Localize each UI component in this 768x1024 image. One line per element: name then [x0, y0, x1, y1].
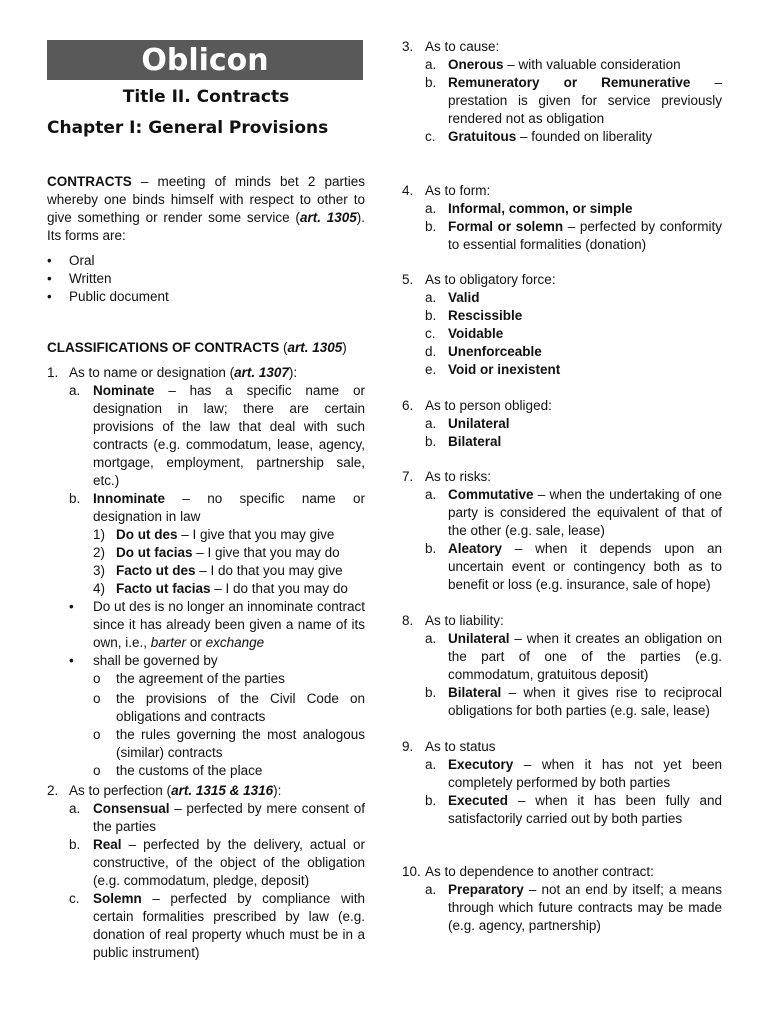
item-number: 6.: [402, 398, 414, 413]
classification-label: [402, 468, 722, 486]
item-marker: c.: [69, 891, 80, 906]
item-label: As to cause:: [425, 39, 500, 54]
item-label: As to status: [425, 739, 496, 754]
item-term: Preparatory: [448, 882, 524, 897]
circle-bullet-icon: o: [93, 763, 101, 778]
item-number: 5.: [402, 272, 414, 287]
item-term: Real: [93, 837, 122, 852]
list-item: [402, 74, 722, 128]
item-number: 2.: [47, 783, 59, 798]
classification-9: [402, 738, 722, 828]
definition-text: – meeting of minds bet 2 parties whereby one binds himself with respect to other to give something or render some service (: [47, 174, 365, 225]
classification-label: [402, 397, 722, 415]
list-item: [47, 490, 365, 526]
governed-item: [47, 726, 365, 762]
article-ref: art. 1315 & 1316: [171, 783, 274, 798]
article-ref: art. 1307: [234, 365, 289, 380]
classifications-heading: [47, 339, 365, 357]
item-term: Innominate: [93, 491, 166, 506]
bullet-icon: •: [69, 653, 74, 668]
definition-term: CONTRACTS: [47, 174, 132, 189]
item-text: – I do that you may do: [210, 581, 348, 596]
item-term: Aleatory: [448, 541, 503, 556]
note-term: exchange: [205, 635, 265, 650]
classification-8: [402, 612, 722, 720]
circle-bullet-icon: o: [93, 727, 101, 742]
classification-5: [402, 271, 722, 379]
sub-item: [47, 544, 365, 562]
item-marker: 4): [93, 581, 106, 596]
item-term: Nominate: [93, 383, 155, 398]
heading-term: CLASSIFICATIONS OF CONTRACTS: [47, 340, 280, 355]
item-text: – perfected by conformity to essential formalities (donation): [448, 219, 722, 252]
list-item: [402, 684, 722, 720]
list-item: [47, 270, 365, 288]
forms-list: [47, 252, 365, 306]
classification-label: [402, 271, 722, 289]
classification-10: [402, 863, 722, 935]
item-term: Onerous: [448, 57, 504, 72]
item-text: – not an end by itself; a means through which future contracts may be made (e.g. agency, partnership): [448, 882, 722, 933]
item-term: Solemn: [93, 891, 142, 906]
item-text: the rules governing the most analogous (similar) contracts: [116, 727, 365, 760]
item-marker: c.: [425, 129, 436, 144]
item-text: – when the undertaking of one party is considered the equivalent of that of the other (e.g. sale, lease): [448, 487, 722, 538]
form-label: Written: [69, 271, 112, 286]
circle-bullet-icon: o: [93, 671, 101, 686]
note-text: or: [186, 635, 206, 650]
item-term: Formal or solemn: [448, 219, 564, 234]
item-marker: e.: [425, 362, 437, 377]
item-marker: a.: [69, 801, 81, 816]
sub-item: [47, 526, 365, 544]
item-label-end: ):: [288, 365, 298, 380]
item-marker: b.: [69, 837, 81, 852]
classification-1: [47, 364, 365, 780]
item-label: As to form:: [425, 183, 491, 198]
item-term: Unilateral: [448, 416, 510, 431]
list-item: [402, 289, 722, 307]
list-item: [402, 540, 722, 594]
item-term: Remuneratory or Remunerative: [448, 75, 691, 90]
list-item: [402, 433, 722, 451]
article-ref: art. 1305: [299, 210, 357, 225]
list-item: [402, 792, 722, 828]
item-term: Executed: [448, 793, 509, 808]
list-item: [402, 325, 722, 343]
item-number: 4.: [402, 183, 414, 198]
item-marker: 3): [93, 563, 106, 578]
governed-item: [47, 670, 365, 688]
form-label: Public document: [69, 289, 169, 304]
sub-item: [47, 562, 365, 580]
item-label: As to person obliged:: [425, 398, 552, 413]
item-number: 8.: [402, 613, 414, 628]
item-text: the customs of the place: [116, 763, 263, 778]
item-term: Bilateral: [448, 685, 502, 700]
item-term: Informal, common, or simple: [448, 201, 633, 216]
item-marker: a.: [425, 631, 437, 646]
contract-definition: [47, 173, 365, 245]
item-label-end: ):: [273, 783, 282, 798]
bullet-icon: •: [47, 253, 52, 268]
item-label: As to dependence to another contract:: [425, 864, 654, 879]
item-term: Unilateral: [448, 631, 510, 646]
item-label: As to liability:: [425, 613, 504, 628]
list-item: [47, 836, 365, 890]
definition-text-end: ). Its forms are:: [47, 210, 365, 243]
item-marker: a.: [425, 487, 437, 502]
item-term: Do ut facias: [116, 545, 193, 560]
classification-7: [402, 468, 722, 594]
item-marker: a.: [69, 383, 81, 398]
item-text: the provisions of the Civil Code on obligations and contracts: [116, 691, 365, 724]
item-term: Do ut des: [116, 527, 178, 542]
classification-6: [402, 397, 722, 451]
document-banner: Oblicon: [47, 40, 363, 80]
item-number: 9.: [402, 739, 414, 754]
item-text: – when it gives rise to reciprocal obligations for both parties (e.g. sale, lease): [448, 685, 722, 718]
item-text: – when it creates an obligation on the part of one of the parties (e.g. commodatum, gratuitous deposit): [448, 631, 722, 682]
heading-paren: ): [342, 340, 347, 355]
list-item: [402, 200, 722, 218]
item-text: – when it depends upon an uncertain event or contingency both as to benefit or loss (e.g. insurance, sale of hope): [448, 541, 722, 592]
chapter-heading: Chapter I: General Provisions: [47, 118, 329, 138]
item-term: Executory: [448, 757, 514, 772]
note-text: Do ut des is no longer an innominate contract since it has already been given a name of its own, i.e.,: [93, 599, 365, 650]
item-term: Voidable: [448, 326, 504, 341]
item-marker: 1): [93, 527, 106, 542]
list-item: [47, 890, 365, 962]
bullet-icon: •: [47, 271, 52, 286]
item-label: As to risks:: [425, 469, 492, 484]
item-marker: b.: [425, 434, 437, 449]
item-label: As to perfection (: [69, 783, 172, 798]
item-marker: b.: [69, 491, 81, 506]
list-item: [402, 486, 722, 540]
list-item: [402, 881, 722, 935]
item-marker: b.: [425, 75, 437, 90]
list-item: [402, 128, 722, 146]
note-term: barter: [150, 635, 187, 650]
form-label: Oral: [69, 253, 95, 268]
item-label: As to obligatory force:: [425, 272, 556, 287]
heading-paren: (: [279, 340, 288, 355]
item-marker: a.: [425, 757, 437, 772]
item-text: – perfected by mere consent of the parties: [93, 801, 365, 834]
article-ref: art. 1305: [287, 340, 343, 355]
item-marker: a.: [425, 882, 437, 897]
item-term: Facto ut des: [116, 563, 196, 578]
list-item: [47, 382, 365, 490]
item-marker: d.: [425, 344, 437, 359]
item-text: – I give that you may do: [192, 545, 340, 560]
item-text: – no specific name or designation in law: [93, 491, 365, 524]
item-marker: b.: [425, 219, 437, 234]
note-item: [47, 598, 365, 652]
classification-label: [47, 364, 365, 382]
item-term: Gratuitous: [448, 129, 517, 144]
item-marker: b.: [425, 308, 437, 323]
classification-label: [402, 863, 722, 881]
list-item: [402, 218, 722, 254]
item-number: 10.: [402, 864, 421, 879]
list-item: [402, 361, 722, 379]
item-marker: c.: [425, 326, 436, 341]
classification-label: [402, 612, 722, 630]
item-term: Bilateral: [448, 434, 502, 449]
classification-label: [47, 782, 365, 800]
item-term: Facto ut facias: [116, 581, 211, 596]
item-marker: a.: [425, 290, 437, 305]
classification-4: [402, 182, 722, 254]
item-marker: b.: [425, 793, 437, 808]
item-text: – when it has been fully and satisfactorily carried out by both parties: [448, 793, 722, 826]
classification-3: [402, 38, 722, 146]
list-item: [47, 800, 365, 836]
item-term: Unenforceable: [448, 344, 542, 359]
item-label: As to name or designation (: [69, 365, 235, 380]
list-item: [402, 415, 722, 433]
classification-label: [402, 38, 722, 56]
list-item: [402, 756, 722, 792]
list-item: [47, 252, 365, 270]
item-text: the agreement of the parties: [116, 671, 285, 686]
classification-label: [402, 738, 722, 756]
item-text: – has a specific name or designation in law; there are certain provisions of the law that deal with such contracts (e.g. commodatum, lease, agency, mortgage, employment, partnership sale, etc.): [93, 383, 365, 488]
item-text: – I do that you may give: [195, 563, 343, 578]
item-term: Consensual: [93, 801, 170, 816]
item-text: – founded on liberality: [516, 129, 653, 144]
item-text: – perfected by the delivery, actual or constructive, of the object of the obligation (e.g. commodatum, pledge, deposit): [93, 837, 365, 888]
note-item: [47, 652, 365, 670]
item-text: – with valuable consideration: [503, 57, 681, 72]
note-text: shall be governed by: [93, 653, 218, 668]
item-marker: a.: [425, 201, 437, 216]
bullet-icon: •: [47, 289, 52, 304]
item-term: Valid: [448, 290, 480, 305]
item-number: 3.: [402, 39, 414, 54]
item-text: – perfected by compliance with certain formalities prescribed by law (e.g. donation of real property whuch must be in a public instrument): [93, 891, 365, 960]
list-item: [47, 288, 365, 306]
document-title: Title II. Contracts: [122, 87, 290, 107]
governed-item: [47, 690, 365, 726]
classification-2: [47, 782, 365, 962]
list-item: [402, 56, 722, 74]
item-marker: a.: [425, 57, 437, 72]
item-marker: b.: [425, 541, 437, 556]
list-item: [402, 630, 722, 684]
item-number: 7.: [402, 469, 414, 484]
item-text: – prestation is given for service previously rendered not as obligation: [448, 75, 722, 126]
list-item: [402, 307, 722, 325]
item-text: – when it has not yet been completely performed by both parties: [448, 757, 722, 790]
governed-item: [47, 762, 365, 780]
list-item: [402, 343, 722, 361]
circle-bullet-icon: o: [93, 691, 101, 706]
item-term: Void or inexistent: [448, 362, 561, 377]
sub-item: [47, 580, 365, 598]
item-term: Commutative: [448, 487, 534, 502]
item-number: 1.: [47, 365, 59, 380]
item-marker: a.: [425, 416, 437, 431]
classification-label: [402, 182, 722, 200]
item-marker: 2): [93, 545, 106, 560]
item-marker: b.: [425, 685, 437, 700]
bullet-icon: •: [69, 599, 74, 614]
item-term: Rescissible: [448, 308, 523, 323]
item-text: – I give that you may give: [177, 527, 335, 542]
